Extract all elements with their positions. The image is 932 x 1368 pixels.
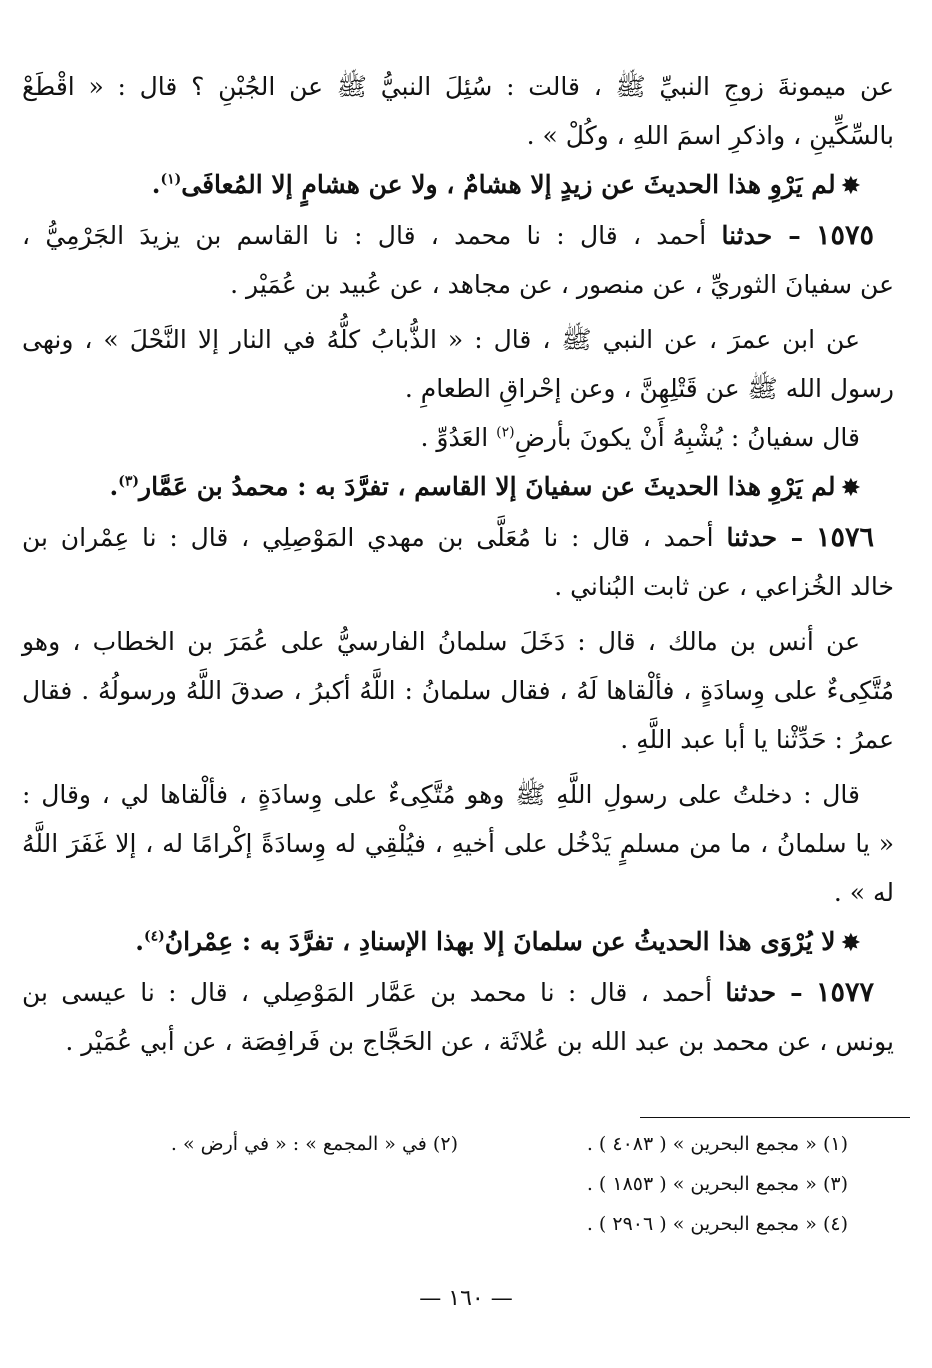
- narration-note-text: لم يَرْوِ هذا الحديثَ عن سفيانَ إلا القاسم ، تفرَّدَ به : محمدُ بن عَمَّار: [139, 472, 836, 501]
- text-line: [22, 413, 894, 462]
- text-line: له » .: [833, 878, 894, 907]
- text-line: أحمد ، قال : نا محمد ، قال : نا القاسم بن يزيدَ الجَرْمِيُّ ،: [22, 221, 707, 250]
- footnote-3: (٣) « مجمع البحرين » ( ١٨٥٣ ) .: [586, 1173, 848, 1195]
- hadith-lead: – حدثنا: [725, 978, 803, 1007]
- narration-note-text: لم يَرْوِ هذا الحديثَ عن زيدٍ إلا هشامٌ ، ولا عن هشامٍ إلا المُعافَى: [181, 170, 836, 199]
- text-line: رسول الله ﷺ عن قَتْلِهِنَّ ، وعن إحْراقِ الطعامِ .: [404, 374, 894, 403]
- text-line: عن سفيانَ الثوريِّ ، عن منصور ، عن مجاهد ، عن عُبيد بن عُمَيْر .: [230, 270, 894, 299]
- footnote-ref: (٣): [118, 473, 140, 490]
- hadith-lead: – حدثنا: [726, 523, 804, 552]
- asterisk-icon: ✸: [841, 173, 860, 199]
- text-segment: قال سفيانُ : يُشْبِهُ أَنْ يكونَ بأرضِ: [514, 423, 860, 452]
- text-line: بالسِّكِّينِ ، واذكرِ اسمَ اللهِ ، وكُلْ » .: [526, 121, 894, 150]
- hadith-number: ١٥٧٥: [816, 220, 875, 251]
- narration-note: ✸لم يَرْوِ هذا الحديثَ عن سفيانَ إلا القاسم ، تفرَّدَ به : محمدُ بن عَمَّار$^{(٣)}$.: [109, 472, 860, 501]
- footnote-ref: (٤): [143, 928, 165, 945]
- asterisk-icon: ✸: [841, 930, 860, 956]
- footnote-row: [68, 1124, 848, 1164]
- text-line: عن ابن عمرَ ، عن النبي ﷺ ، قال : « الذُّبابُ كلُّهُ في النار إلا النَّحْلَ » ، ونهى: [22, 325, 860, 354]
- footnotes: [68, 1124, 848, 1244]
- text-line: عن أنس بن مالك ، قال : دَخَلَ سلمانُ الفارسيُّ على عُمَرَ بن الخطاب ، وهو: [22, 627, 860, 656]
- hadith-heading: [22, 968, 894, 1017]
- hadith-heading: [22, 211, 894, 260]
- text-line: عمرُ : حَدِّثْنا يا أبا عبد اللَّهِ .: [620, 725, 894, 754]
- asterisk-icon: ✸: [841, 475, 860, 501]
- text-line: عن ميمونةَ زوجِ النبيِّ ﷺ ، قالت : سُئِلَ النبيُّ ﷺ عن الجُبْنِ ؟ قال : « اقْطَعْ: [22, 72, 894, 101]
- page-body: [22, 62, 894, 1066]
- text-line: مُتَّكِىءٌ على وِسادَةٍ ، فألْقاها لَهُ ، فقال سلمانُ : اللَّهُ أكبرُ ، صدقَ اللَّهُ ورسولُهُ . فقال: [22, 676, 894, 705]
- text-line: قال : دخلتُ على رسولِ اللَّهِ ﷺ وهو مُتَّكِىءٌ على وِسادَةٍ ، فألْقاها لي ، وقال :: [22, 780, 860, 809]
- text-segment: العَدُوِّ .: [420, 423, 489, 452]
- page-number: — ١٦٠ —: [419, 1286, 513, 1311]
- text-line: يونس ، عن محمد بن عبد الله بن عُلاثَة ، عن الحَجَّاج بن فَرافِصَة ، عن أبي عُمَيْر .: [65, 1027, 894, 1056]
- footnote-1: (١) « مجمع البحرين » ( ٤٠٨٣ ) .: [586, 1133, 848, 1155]
- text-line: خالد الخُزاعي ، عن ثابت البُناني .: [554, 572, 894, 601]
- narration-note-text: لا يُرْوَى هذا الحديثُ عن سلمانَ إلا بهذا الإسنادِ ، تفرَّدَ به : عِمْرانُ: [164, 927, 836, 956]
- hadith-number: ١٥٧٧: [816, 977, 875, 1008]
- footnote-row: [68, 1164, 848, 1204]
- text-line: أحمد ، قال : نا مُعَلَّى بن مهدي المَوْصِلِي ، قال : نا عِمْران بن: [22, 523, 714, 552]
- footnote-2: (٢) في « المجمع » : « في أرض » .: [170, 1133, 458, 1155]
- hadith-heading: [22, 513, 894, 562]
- footnote-ref: (١): [160, 171, 182, 188]
- footnote-4: (٤) « مجمع البحرين » ( ٢٩٠٦ ) .: [586, 1213, 848, 1235]
- narration-note: ✸لا يُرْوَى هذا الحديثُ عن سلمانَ إلا بهذا الإسنادِ ، تفرَّدَ به : عِمْرانُ$^{(٤)}$.: [135, 927, 860, 956]
- footnote-ref: (٢): [496, 424, 515, 441]
- footnote-row: [68, 1204, 848, 1244]
- hadith-number: ١٥٧٦: [816, 522, 875, 553]
- text-line: « يا سلمانُ ، ما من مسلمٍ يَدْخُل على أخيهِ ، فيُلْقِي له وِسادَةً إكْرامًا له ، إلا غَفَرَ اللَّهُ: [22, 829, 894, 858]
- hadith-lead: – حدثنا: [721, 221, 801, 250]
- footnote-divider: [640, 1117, 910, 1118]
- narration-note: ✸لم يَرْوِ هذا الحديثَ عن زيدٍ إلا هشامٌ ، ولا عن هشامٍ إلا المُعافَى$^{(١)}$.: [151, 170, 860, 199]
- text-line: أحمد ، قال : نا محمد بن عَمَّار المَوْصِلي ، قال : نا عيسى بن: [22, 978, 713, 1007]
